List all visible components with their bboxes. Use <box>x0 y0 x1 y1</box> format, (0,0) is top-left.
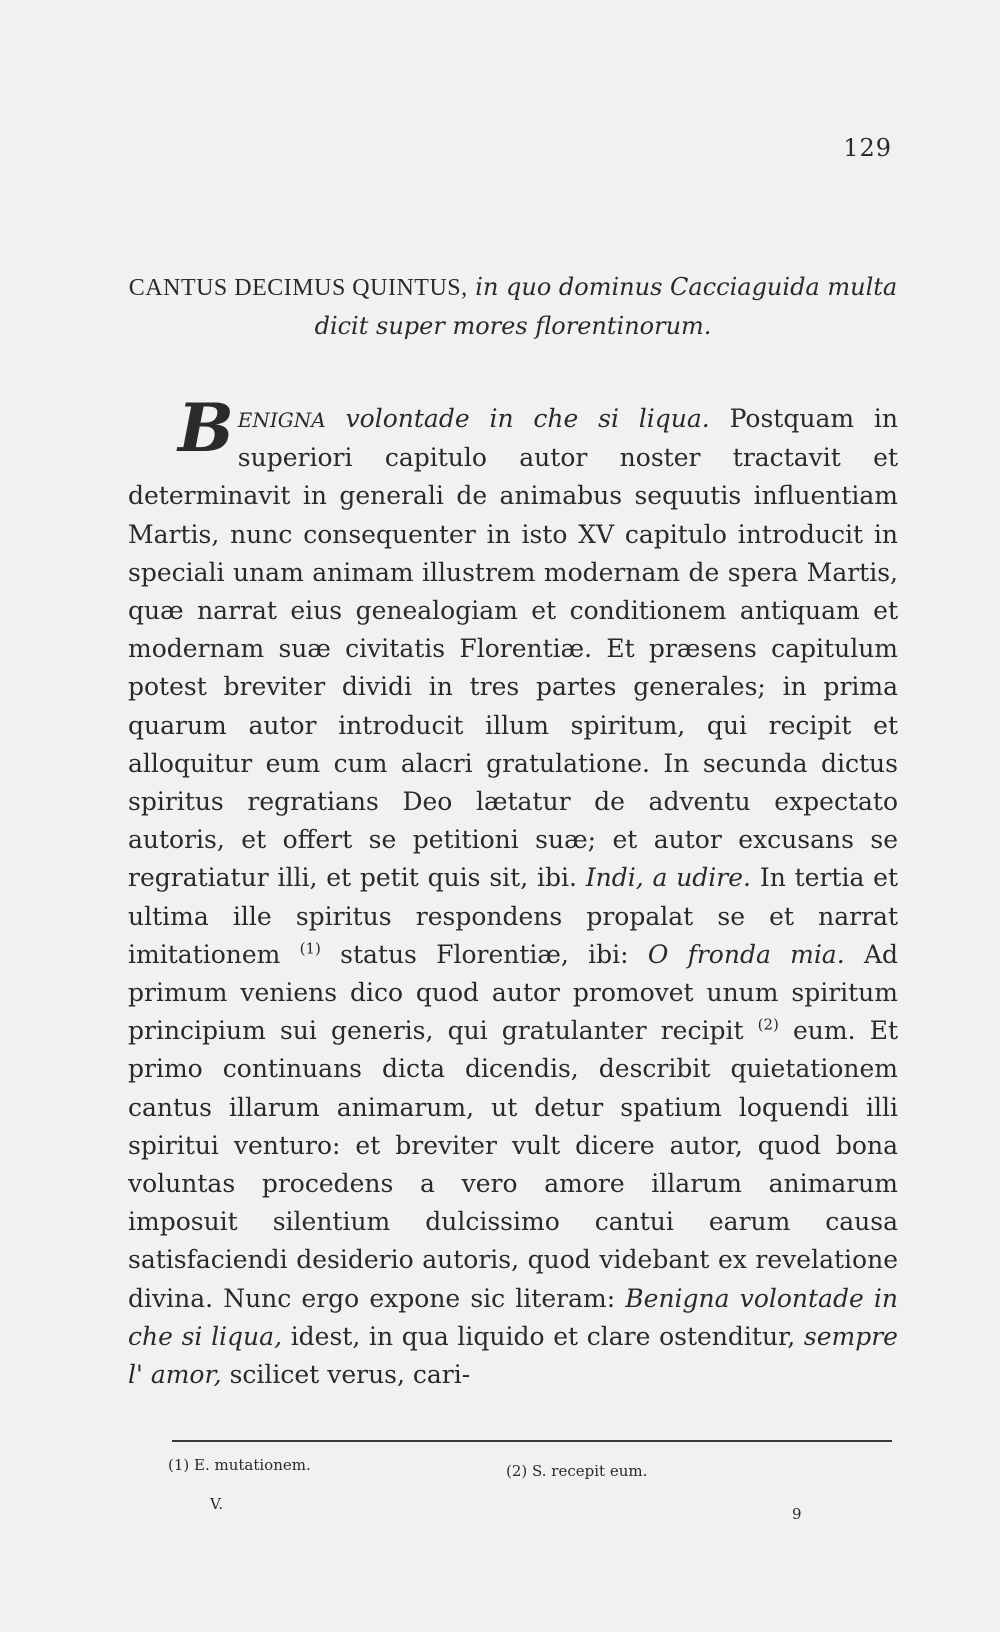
body-italic-4: Benigna volontade in che si liqua, <box>128 1283 898 1351</box>
page-number: 129 <box>843 134 892 162</box>
footnote-1: (1) E. mutationem. <box>168 1456 311 1474</box>
body-text-6: idest, in qua liquido et clare ostenditur, <box>290 1321 796 1351</box>
body-text-1: Postquam in superiori capitulo autor noster tractavit et determinavit in generali de animabus sequutis influentiam Martis, nunc consequenter in isto XV capitulo introducit in speciali unam animam illustrem modernam de spera Martis, quæ narrat eius genealogiam et conditionem antiquam et modernam suæ civitatis Florentiæ. Et præsens capitulum potest breviter dividi in tres partes generales; in prima quarum autor introducit illum spiritum, qui recipit et alloquitur eum cum alacri gratulatione. In secunda dictus spiritus regratians Deo lætatur de adventu expectato autoris, et offert se petitioni suæ; et autor excusans se regratiatur illi, et petit quis sit, ibi. <box>128 404 898 893</box>
footnote-ref-2: (2) <box>757 1015 779 1034</box>
footnote-divider <box>172 1440 892 1442</box>
heading-italic: in quo dominus Cacciaguida multa dicit super mores florentinorum. <box>314 273 898 340</box>
signature-mark-left: V. <box>210 1495 223 1513</box>
body-text <box>128 389 899 1394</box>
body-italic-3: O fronda mia. <box>647 939 845 969</box>
body-text-4: Ad primum veniens dico quod autor promovet unum spiritum principium sui generis, qui gratulanter recipit <box>128 939 898 1046</box>
drop-cap: B <box>178 389 234 467</box>
body-text-2: In tertia et ultima ille spiritus respondens propalat se et narrat imitationem <box>128 863 899 969</box>
body-text-3: status Florentiæ, ibi: <box>340 939 629 969</box>
chapter-heading <box>128 268 898 345</box>
heading-caps: CANTUS DECIMUS QUINTUS, <box>128 275 468 301</box>
body-paragraph <box>128 389 899 1394</box>
footnote-2: (2) S. recepit eum. <box>506 1462 648 1480</box>
body-italic-2: Indi, a udire. <box>585 863 751 893</box>
body-text-5: eum. Et primo continuans dicta dicendis, describit quietationem cantus illarum animarum, ut detur spatium loquendi illi spiritui venturo: et breviter vult dicere autor, quod bona voluntas procedens a vero amore illarum animarum imposuit silentium dulcissimo cantui earum causa satisfaciendi desiderio autoris, quod videbant ex revelatione divina. Nunc ergo expone sic literam: <box>128 1016 898 1313</box>
opening-smallcaps: ENIGNA <box>237 408 326 432</box>
body-italic-5: sempre l' amor, <box>128 1321 898 1390</box>
footnote-ref-1: (1) <box>299 939 321 958</box>
body-text-7: scilicet verus, cari- <box>229 1360 471 1390</box>
opening-italic: volontade in che si liqua. <box>345 404 710 433</box>
signature-mark-right: 9 <box>792 1505 802 1523</box>
